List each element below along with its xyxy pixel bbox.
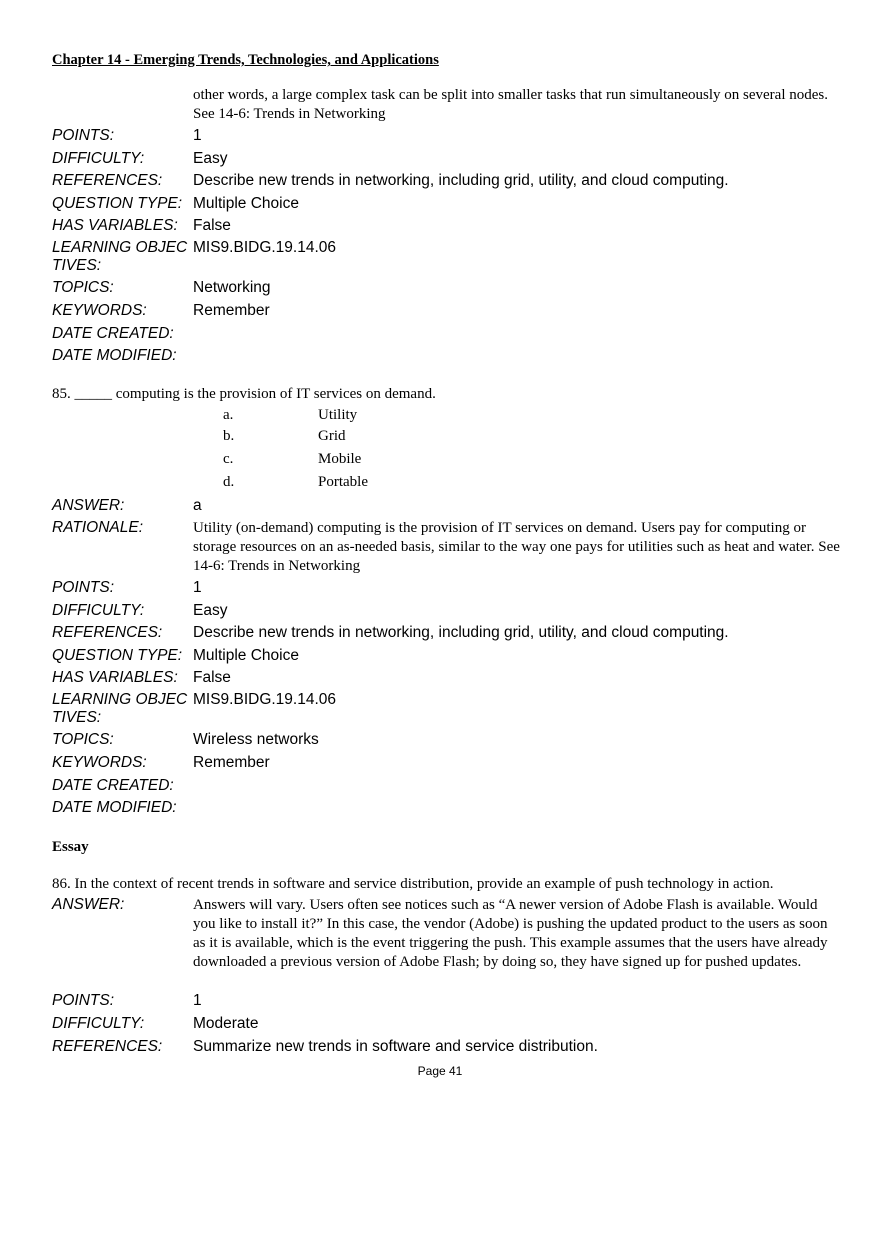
meta-label: TOPICS:: [52, 731, 114, 748]
meta-label: RATIONALE:: [52, 519, 144, 536]
meta-value: Networking: [193, 279, 271, 296]
meta-label: REFERENCES:: [52, 172, 163, 189]
chapter-title: Chapter 14 - Emerging Trends, Technologies, and Applications: [52, 52, 439, 68]
meta-label: POINTS:: [52, 992, 115, 1009]
meta-label: DATE CREATED:: [52, 325, 174, 342]
meta-label: DATE MODIFIED:: [52, 799, 177, 816]
option-text: Utility: [318, 407, 358, 423]
meta-label: HAS VARIABLES:: [52, 669, 178, 686]
rationale-value: Utility (on-demand) computing is the provision of IT services on demand. Users pay for computing or storage resources on an as-needed basis, similar to the way one pays for utilities such as heat and water. See 14-6: Trends in Networking: [193, 520, 840, 574]
meta-label: REFERENCES:: [52, 624, 163, 641]
meta-value: Wireless networks: [193, 731, 319, 748]
option-letter: a.: [223, 407, 234, 423]
meta-value: Describe new trends in networking, including grid, utility, and cloud computing.: [193, 172, 729, 189]
option-letter: b.: [223, 428, 235, 444]
meta-value: 1: [193, 127, 202, 144]
meta-label: DATE MODIFIED:: [52, 347, 177, 364]
meta-label: QUESTION TYPE:: [52, 195, 183, 212]
meta-label: DATE CREATED:: [52, 777, 174, 794]
meta-label: POINTS:: [52, 127, 115, 144]
meta-label: KEYWORDS:: [52, 302, 147, 319]
option-text: Mobile: [318, 451, 362, 467]
option-letter: c.: [223, 451, 234, 467]
meta-value: MIS9.BIDG.19.14.06: [193, 239, 337, 256]
meta-label: QUESTION TYPE:: [52, 647, 183, 664]
section-heading-essay: Essay: [52, 839, 89, 855]
meta-label: POINTS:: [52, 579, 115, 596]
question-86-text: 86. In the context of recent trends in software and service distribution, provide an example of push technology in action.: [52, 876, 774, 892]
option-letter: d.: [223, 474, 235, 490]
meta-label: KEYWORDS:: [52, 754, 147, 771]
meta-value: 1: [193, 992, 202, 1009]
rationale-continuation: other words, a large complex task can be split into smaller tasks that run simultaneously on several nodes. See 14-6: Trends in Networking: [193, 87, 828, 122]
meta-value: Easy: [193, 150, 228, 167]
meta-value: Multiple Choice: [193, 647, 299, 664]
meta-value: Describe new trends in networking, including grid, utility, and cloud computing.: [193, 624, 729, 641]
meta-value: MIS9.BIDG.19.14.06: [193, 691, 337, 708]
answer-value: a: [193, 497, 202, 514]
meta-value: Multiple Choice: [193, 195, 299, 212]
meta-label: DIFFICULTY:: [52, 150, 145, 167]
meta-label: ANSWER:: [52, 896, 125, 913]
meta-label: LEARNING OBJECTIVES:: [52, 239, 188, 274]
option-text: Portable: [318, 474, 368, 490]
meta-value: Remember: [193, 754, 270, 771]
meta-label: TOPICS:: [52, 279, 114, 296]
meta-value: False: [193, 217, 231, 234]
question-85-text: 85. _____ computing is the provision of IT services on demand.: [52, 386, 436, 402]
page-number: Page 41: [417, 1064, 463, 1078]
meta-value: Moderate: [193, 1015, 259, 1032]
meta-value: Summarize new trends in software and service distribution.: [193, 1038, 598, 1055]
meta-value: 1: [193, 579, 202, 596]
meta-label: ANSWER:: [52, 497, 125, 514]
meta-label: REFERENCES:: [52, 1038, 163, 1055]
meta-label: LEARNING OBJECTIVES:: [52, 691, 188, 726]
meta-label: HAS VARIABLES:: [52, 217, 178, 234]
meta-label: DIFFICULTY:: [52, 602, 145, 619]
answer-value: Answers will vary. Users often see notices such as “A newer version of Adobe Flash is available. Would you like to install it?” In this case, the vendor (Adobe) is pushing the updated product to the users as soon as it is available, which is the event triggering the push. This example assumes that the users have already downloaded a previous version of Adobe Flash; by doing so, they have signed up for pushed updates.: [193, 897, 828, 970]
option-text: Grid: [318, 428, 346, 444]
meta-label: DIFFICULTY:: [52, 1015, 145, 1032]
meta-value: False: [193, 669, 231, 686]
meta-value: Easy: [193, 602, 228, 619]
meta-value: Remember: [193, 302, 270, 319]
